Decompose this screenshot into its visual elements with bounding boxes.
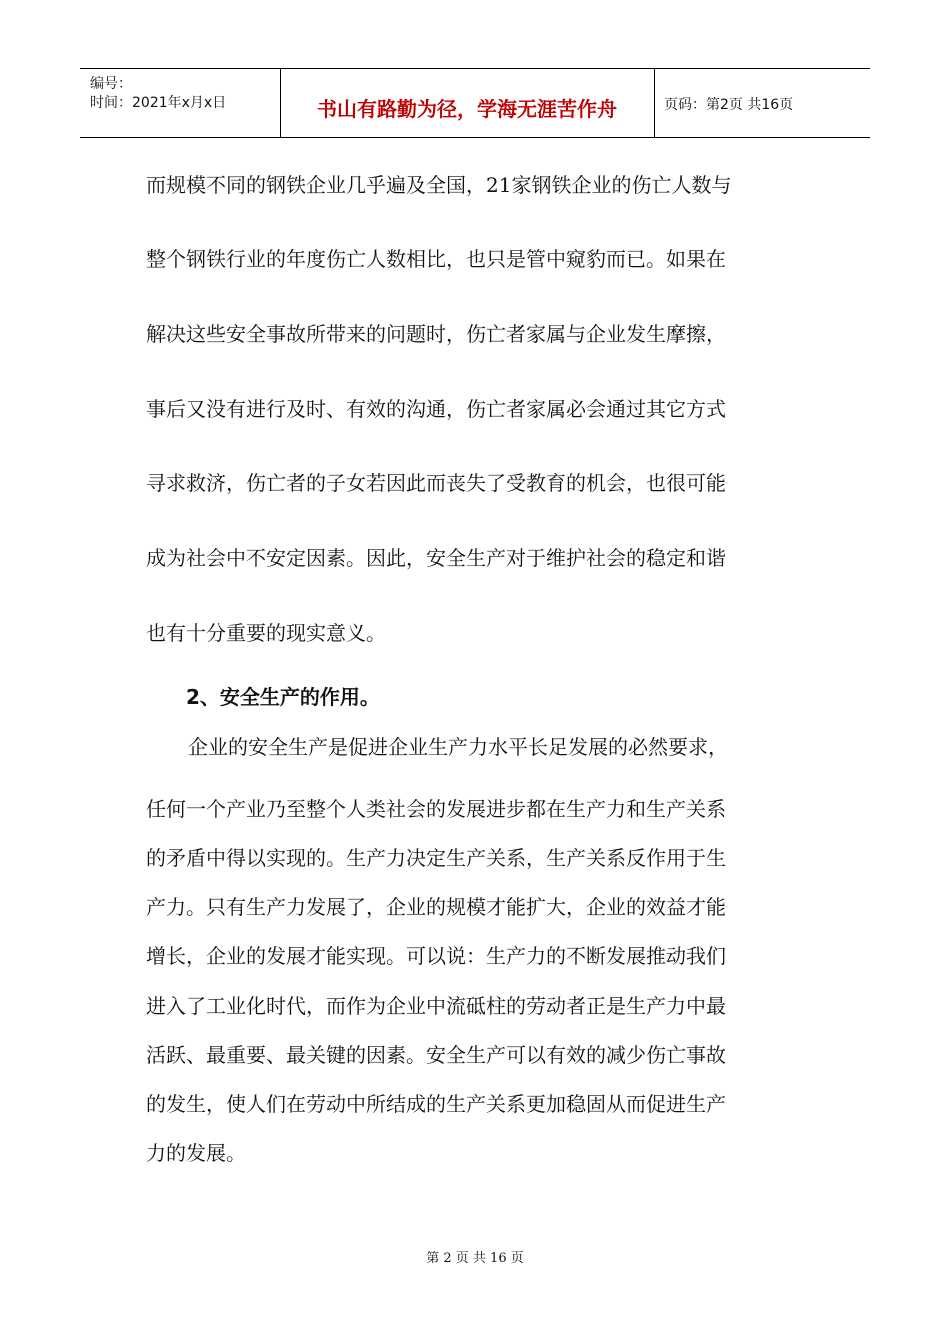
body-line: 的发生，使人们在劳动中所结成的生产关系更加稳固从而促进生产 xyxy=(146,1092,726,1116)
header-meta-cell xyxy=(80,69,281,137)
header-page-cell xyxy=(654,69,870,137)
body-line: 整个钢铁行业的年度伤亡人数相比，也只是管中窥豹而已。如果在 xyxy=(146,247,726,271)
header-motto: 书山有路勤为径，学海无涯苦作舟 xyxy=(317,97,617,121)
page-footer: 第 2 页 共 16 页 xyxy=(426,1251,524,1266)
body-line: 任何一个产业乃至整个人类社会的发展进步都在生产力和生产关系 xyxy=(146,797,726,821)
document-time-label: 时间：2021年x月x日 xyxy=(90,95,227,111)
body-line: 也有十分重要的现实意义。 xyxy=(146,621,386,645)
page-header xyxy=(80,68,870,138)
body-line: 事后又没有进行及时、有效的沟通，伤亡者家属必会通过其它方式 xyxy=(146,397,726,421)
body-line: 的矛盾中得以实现的。生产力决定生产关系，生产关系反作用于生 xyxy=(146,846,726,870)
body-line: 进入了工业化时代，而作为企业中流砥柱的劳动者正是生产力中最 xyxy=(146,994,726,1018)
body-line: 企业的安全生产是促进企业生产力水平长足发展的必然要求， xyxy=(188,735,728,759)
header-motto-cell xyxy=(280,69,655,137)
body-line: 增长，企业的发展才能实现。可以说：生产力的不断发展推动我们 xyxy=(146,944,726,968)
body-line: 成为社会中不安定因素。因此，安全生产对于维护社会的稳定和谐 xyxy=(146,546,726,570)
body-line: 解决这些安全事故所带来的问题时，伤亡者家属与企业发生摩擦， xyxy=(146,322,726,346)
body-line: 产力。只有生产力发展了，企业的规模才能扩大，企业的效益才能 xyxy=(146,895,726,919)
document-number-label: 编号： xyxy=(90,76,132,92)
section-heading: 2、安全生产的作用。 xyxy=(186,685,380,709)
body-line: 活跃、最重要、最关键的因素。安全生产可以有效的减少伤亡事故 xyxy=(146,1043,726,1067)
body-line: 而规模不同的钢铁企业几乎遍及全国，21家钢铁企业的伤亡人数与 xyxy=(146,173,732,197)
body-line: 力的发展。 xyxy=(146,1141,246,1165)
body-line: 寻求救济，伤亡者的子女若因此而丧失了受教育的机会，也很可能 xyxy=(146,471,726,495)
header-page-info: 页码：第2页 共16页 xyxy=(664,97,794,113)
